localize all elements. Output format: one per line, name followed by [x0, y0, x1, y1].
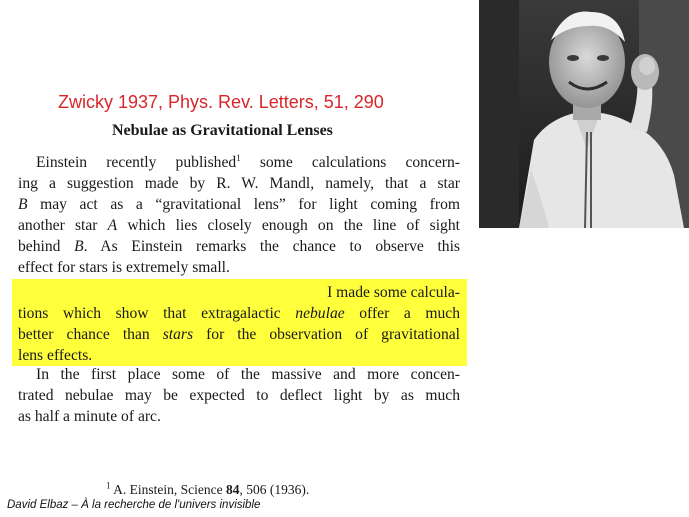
text-line: B may act as a “gravitational lens” for light coming from [18, 196, 460, 213]
text-line: as half a minute of arc. [18, 408, 161, 425]
portrait-illustration [479, 0, 689, 228]
citation-heading: Zwicky 1937, Phys. Rev. Letters, 51, 290 [58, 92, 384, 112]
footnote-marker: 1 [236, 152, 241, 163]
text-line: lens effects. [18, 347, 93, 364]
text-line: tions which show that extragalactic nebulae offer a much [18, 305, 460, 322]
text-line: In the first place some of the massive and more concen- [36, 366, 460, 383]
text-line: ing a suggestion made by R. W. Mandl, namely, that a star [18, 175, 460, 192]
text-line: trated nebulae may be expected to deflect light by as much [18, 387, 460, 404]
text-line: Einstein recently published$^1$ some calculations concern- [36, 152, 460, 171]
portrait-photo [479, 0, 689, 228]
text-line: another star A which lies closely enough on the line of sight [18, 217, 460, 234]
article-title: Nebulae as Gravitational Lenses [112, 122, 333, 139]
text-line: effect for stars is extremely small. [18, 259, 230, 276]
text-line: better chance than stars for the observation of gravitational [18, 326, 460, 343]
paragraph-2-highlighted [18, 282, 460, 366]
paragraph-3 [18, 364, 460, 427]
paragraph-1 [18, 152, 460, 278]
footnote: $^1$ A. Einstein, Science 84, 506 (1936). [106, 480, 310, 497]
footnote-marker: 1 [106, 480, 111, 491]
slide-credit: David Elbaz – À la recherche de l'univers invisible [7, 499, 261, 511]
text-line: behind B. As Einstein remarks the chance to observe this [18, 238, 460, 255]
text-line: I made some calcula- [327, 284, 460, 301]
